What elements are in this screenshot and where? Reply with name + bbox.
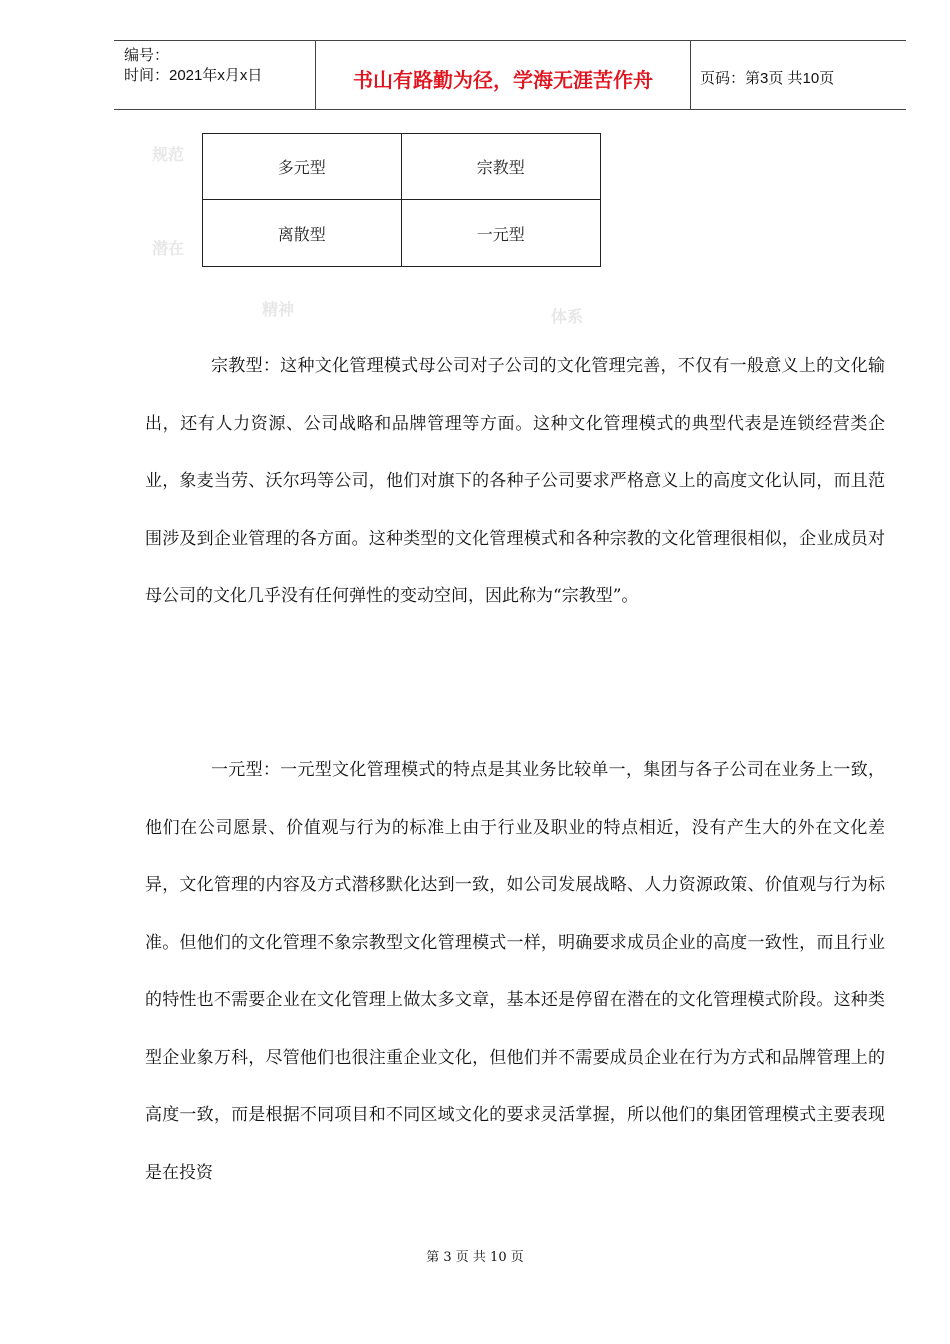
matrix-cell-religious: 宗教型 xyxy=(402,134,601,200)
matrix-cell-discrete: 离散型 xyxy=(203,200,402,266)
page-footer: 第 3 页 共 10 页 xyxy=(426,1250,524,1265)
axis-label-spirit: 精神 xyxy=(262,300,295,319)
header-right-cell xyxy=(690,41,906,109)
document-time-label: 时间：2021年x月x日 xyxy=(124,67,263,84)
paragraph-religious-type: 宗教型：这种文化管理模式母公司对子公司的文化管理完善，不仅有一般意义上的文化输出，还有人力资源、公司战略和品牌管理等方面。这种文化管理模式的典型代表是连锁经营类企业，象麦当劳、沃尔玛等公司，他们对旗下的各种子公司要求严格意义上的高度文化认同，而且范围涉及到企业管理的各方面。这种类型的文化管理模式和各种宗教的文化管理很相似，企业成员对母公司的文化几乎没有任何弹性的变动空间，因此称为“宗教型”。 xyxy=(145,356,885,606)
axis-label-latent: 潜在 xyxy=(152,239,185,258)
culture-model-matrix xyxy=(202,133,601,267)
matrix-cell-pluralistic: 多元型 xyxy=(203,134,402,200)
paragraph-unitary-type: 一元型：一元型文化管理模式的特点是其业务比较单一，集团与各子公司在业务上一致，他们在公司愿景、价值观与行为的标准上由于行业及职业的特点相近，没有产生大的外在文化差异，文化管理的内容及方式潜移默化达到一致，如公司发展战略、人力资源政策、价值观与行为标准。但他们的文化管理不象宗教型文化管理模式一样，明确要求成员企业的高度一致性，而且行业的特性也不需要企业在文化管理上做太多文章，基本还是停留在潜在的文化管理模式阶段。这种类型企业象万科，尽管他们也很注重企业文化，但他们并不需要成员企业在行为方式和品牌管理上的高度一致，而是根据不同项目和不同区域文化的要求灵活掌握，所以他们的集团管理模式主要表现是在投资 xyxy=(145,760,885,1183)
page-header xyxy=(114,40,906,110)
axis-label-norm: 规范 xyxy=(152,145,185,164)
header-left-cell xyxy=(114,41,315,109)
document-number-label: 编号： xyxy=(124,47,170,64)
header-motto-cell xyxy=(315,41,691,109)
axis-label-system: 体系 xyxy=(551,307,584,326)
matrix-cell-unitary: 一元型 xyxy=(476,226,525,244)
header-page-info: 页码：第3页 共10页 xyxy=(700,70,835,87)
header-motto: 书山有路勤为径，学海无涯苦作舟 xyxy=(353,68,653,92)
